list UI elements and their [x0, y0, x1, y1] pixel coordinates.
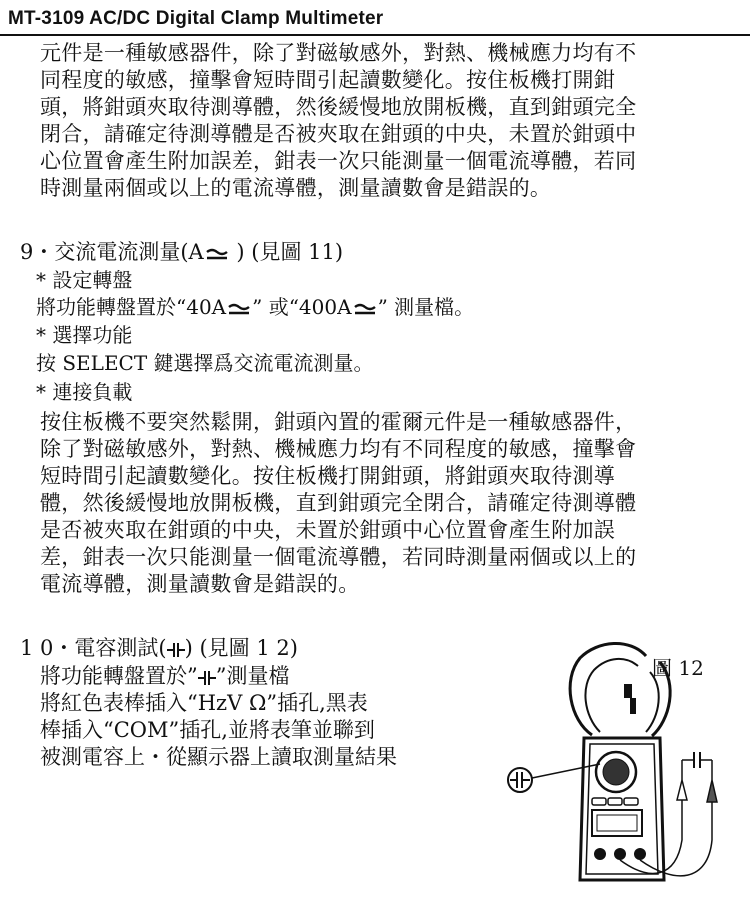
paragraph-capacitance: 將紅色表棒插入“HzV Ω”插孔,黑表 棒插入“COM”插孔,並將表筆並聯到 被測電容上・從顯示器上讀取測量結果 [40, 691, 397, 769]
paragraph-hall-sensor: 元件是一種敏感器件，除了對磁敏感外，對熱、機械應力均有不 同程度的敏感，撞擊會短時間引起讀數變化。按住板機打開鉗 頭，將鉗頭夾取待測導體，然後緩慢地放開板機，直到鉗頭完全 閉合，請確定待測導體是否被夾取在鉗頭的中央，未置於鉗頭中 心位置會產生附加誤差，鉗表一次只能測量一個電流導體，若同 時測量兩個或以上的電流導體，測量讀數會是錯誤的。 [40, 41, 637, 200]
step-select-function-text: 按 SELECT 鍵選擇爲交流電流測量。 [36, 351, 374, 375]
paragraph-connect-load: 按住板機不要突然鬆開，鉗頭內置的霍爾元件是一種敏感器件， 除了對磁敏感外，對熱、機械應力均有不同程度的敏感，撞擊會 短時間引起讀數變化。按住板機打開鉗頭，將鉗頭夾取待測導 體，然後緩慢地放開板機，直到鉗頭完全閉合，請確定待測導體 是否被夾取在鉗頭的中央，未置於鉗頭中心位置會產生附加誤 差，鉗表一次只能測量一個電流導體，若同時測量兩個或以上的 電流導體，測量讀數會是錯誤的。 [40, 410, 637, 596]
ac-symbol-icon [206, 247, 228, 261]
capacitor-icon [198, 669, 216, 687]
step-connect-load-label: * 連接負載 [36, 380, 133, 404]
figure-label: 圖 12 [652, 656, 704, 680]
section-9-title [20, 239, 343, 266]
clamp-meter-illustration [500, 640, 740, 890]
section-10-title-suffix: ) (見圖 1 2) [184, 636, 298, 660]
capacitor-icon [167, 641, 185, 659]
section-9-title-prefix: 9・交流電流測量(A [20, 240, 204, 264]
step-set-dial-text-c: ” 測量檔。 [377, 295, 475, 319]
step-set-dial-text [36, 294, 474, 320]
ac-symbol-icon [228, 302, 250, 316]
section-10-title [20, 635, 298, 662]
step-capacitance-dial-a: 將功能轉盤置於” [40, 664, 198, 688]
step-capacitance-dial [40, 663, 290, 689]
step-set-dial-text-a: 將功能轉盤置於“40A [36, 295, 227, 319]
header-divider [0, 34, 750, 36]
step-select-function-label: * 選擇功能 [36, 323, 133, 347]
step-set-dial-text-b: ” 或“400A [252, 295, 352, 319]
ac-symbol-icon [354, 302, 376, 316]
page-title: MT-3109 AC/DC Digital Clamp Multimeter [8, 8, 384, 29]
section-10-title-prefix: 1 0・電容測試( [20, 636, 167, 660]
step-set-dial-label: * 設定轉盤 [36, 268, 133, 292]
section-9-title-suffix: ) (見圖 11) [229, 240, 344, 264]
step-capacitance-dial-b: ”測量檔 [215, 664, 290, 688]
